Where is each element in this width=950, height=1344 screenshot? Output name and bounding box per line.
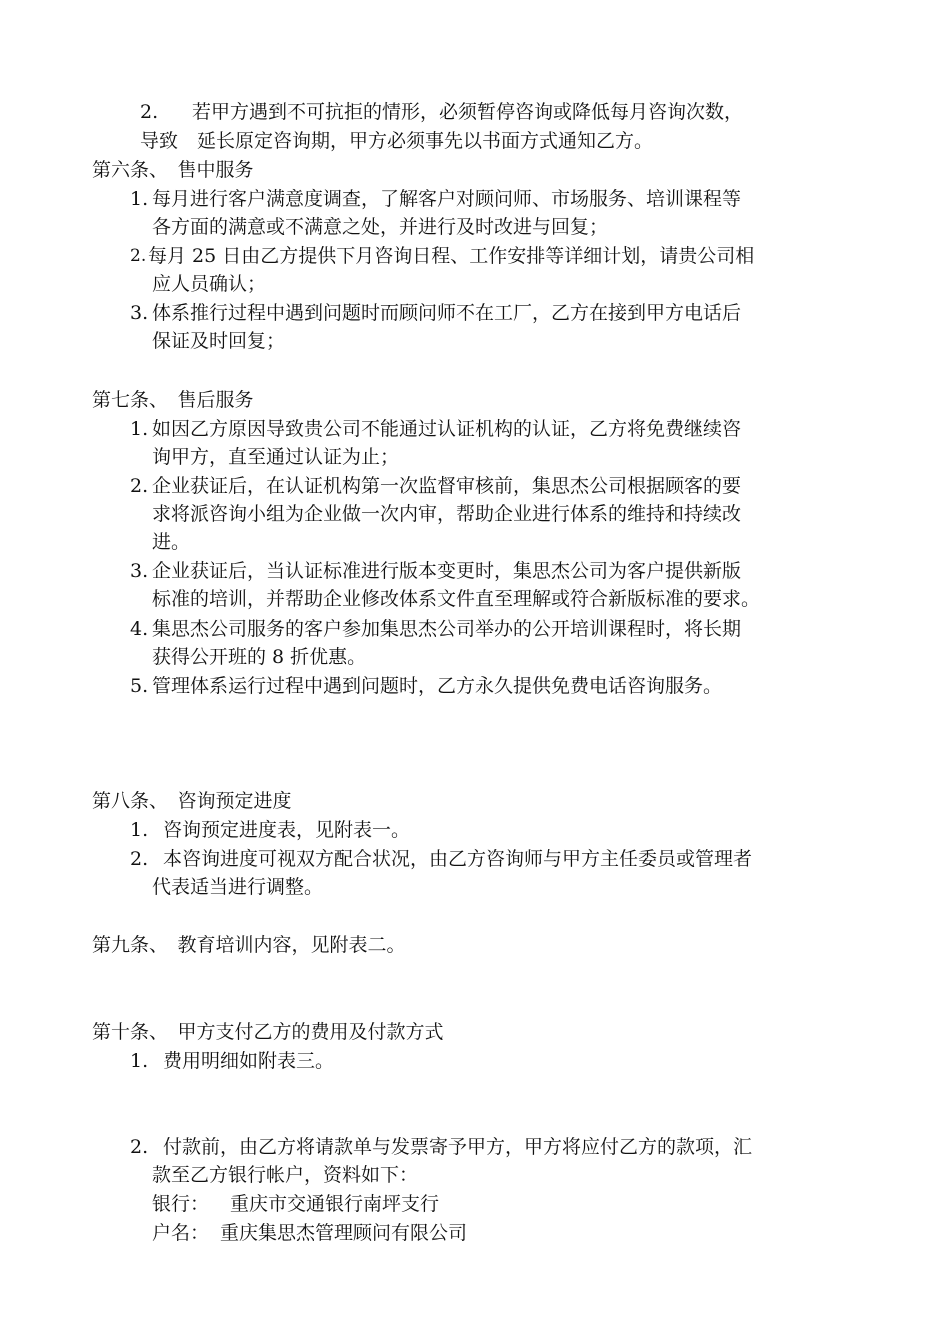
art7-item-1-number: 1. [130,418,149,440]
article-6-heading: 第六条、 售中服务 [92,159,254,181]
art7-item-2-text: 企业获证后，在认证机构第一次监督审核前，集思杰公司根据顾客的要 [152,475,742,497]
art6-item-1-text: 每月进行客户满意度调查，了解客户对顾问师、市场服务、培训课程等 [152,188,742,210]
art7-item-4-number: 4. [130,618,149,640]
art10-item-2-number: 2. [130,1136,149,1158]
art10-item-2-text: 付款前，由乙方将请款单与发票寄予甲方，甲方将应付乙方的款项，汇 [163,1136,753,1158]
art10-item-1-text: 费用明细如附表三。 [163,1050,335,1072]
account-name-value: 重庆集思杰管理顾问有限公司 [220,1222,468,1244]
art7-item-1-text-cont: 询甲方，直至通过认证为止； [152,446,400,468]
article-7-heading: 第七条、 售后服务 [92,389,254,411]
art7-item-2-text-cont: 求将派咨询小组为企业做一次内审，帮助企业进行体系的维持和持续改 [152,503,742,525]
intro-item-text-cont: 导致 延长原定咨询期，甲方必须事先以书面方式通知乙方。 [140,130,654,152]
account-name-label: 户名： [152,1222,210,1244]
art8-item-1-text: 咨询预定进度表，见附表一。 [163,819,411,841]
art6-item-2-text: 每月 25 日由乙方提供下月咨询日程、工作安排等详细计划，请贵公司相 [148,245,755,267]
art7-item-3-text-cont: 标准的培训，并帮助企业修改体系文件直至理解或符合新版标准的要求。 [152,588,761,610]
intro-item-text: 若甲方遇到不可抗拒的情形，必须暂停咨询或降低每月咨询次数， [192,101,744,123]
art6-item-1-number: 1. [130,188,149,210]
article-10-heading: 第十条、 甲方支付乙方的费用及付款方式 [92,1021,444,1043]
art7-item-4-text: 集思杰公司服务的客户参加集思杰公司举办的公开培训课程时，将长期 [152,618,742,640]
art7-item-5-text: 管理体系运行过程中遇到问题时，乙方永久提供免费电话咨询服务。 [152,675,723,697]
art6-item-3-text: 体系推行过程中遇到问题时而顾问师不在工厂，乙方在接到甲方电话后 [152,302,742,324]
art6-item-2-text-cont: 应人员确认； [152,273,267,295]
art7-item-1-text: 如因乙方原因导致贵公司不能通过认证机构的认证，乙方将免费继续咨 [152,418,742,440]
art10-item-1-number: 1. [130,1050,149,1072]
bank-label: 银行： [152,1193,210,1215]
intro-item-number: 2. [140,101,159,123]
bank-value: 重庆市交通银行南坪支行 [230,1193,440,1215]
art7-item-2-number: 2. [130,475,149,497]
art8-item-2-text-cont: 代表适当进行调整。 [152,876,324,898]
art8-item-2-text: 本咨询进度可视双方配合状况，由乙方咨询师与甲方主任委员或管理者 [163,848,753,870]
art6-item-2-number: 2. [130,246,147,266]
art6-item-1-text-cont: 各方面的满意或不满意之处，并进行及时改进与回复； [152,216,609,238]
article-9-heading: 第九条、 教育培训内容，见附表二。 [92,934,406,956]
art8-item-1-number: 1. [130,819,149,841]
article-8-heading: 第八条、 咨询预定进度 [92,790,292,812]
art8-item-2-number: 2. [130,848,149,870]
art7-item-5-number: 5. [130,675,149,697]
art6-item-3-text-cont: 保证及时回复； [152,330,286,352]
art10-item-2-text-cont: 款至乙方银行帐户，资料如下： [152,1164,419,1186]
art7-item-2-text-cont2: 进。 [152,531,191,553]
art6-item-3-number: 3. [130,302,149,324]
art7-item-4-text-cont: 获得公开班的 8 折优惠。 [152,646,367,668]
art7-item-3-number: 3. [130,560,149,582]
art7-item-3-text: 企业获证后，当认证标准进行版本变更时，集思杰公司为客户提供新版 [152,560,742,582]
